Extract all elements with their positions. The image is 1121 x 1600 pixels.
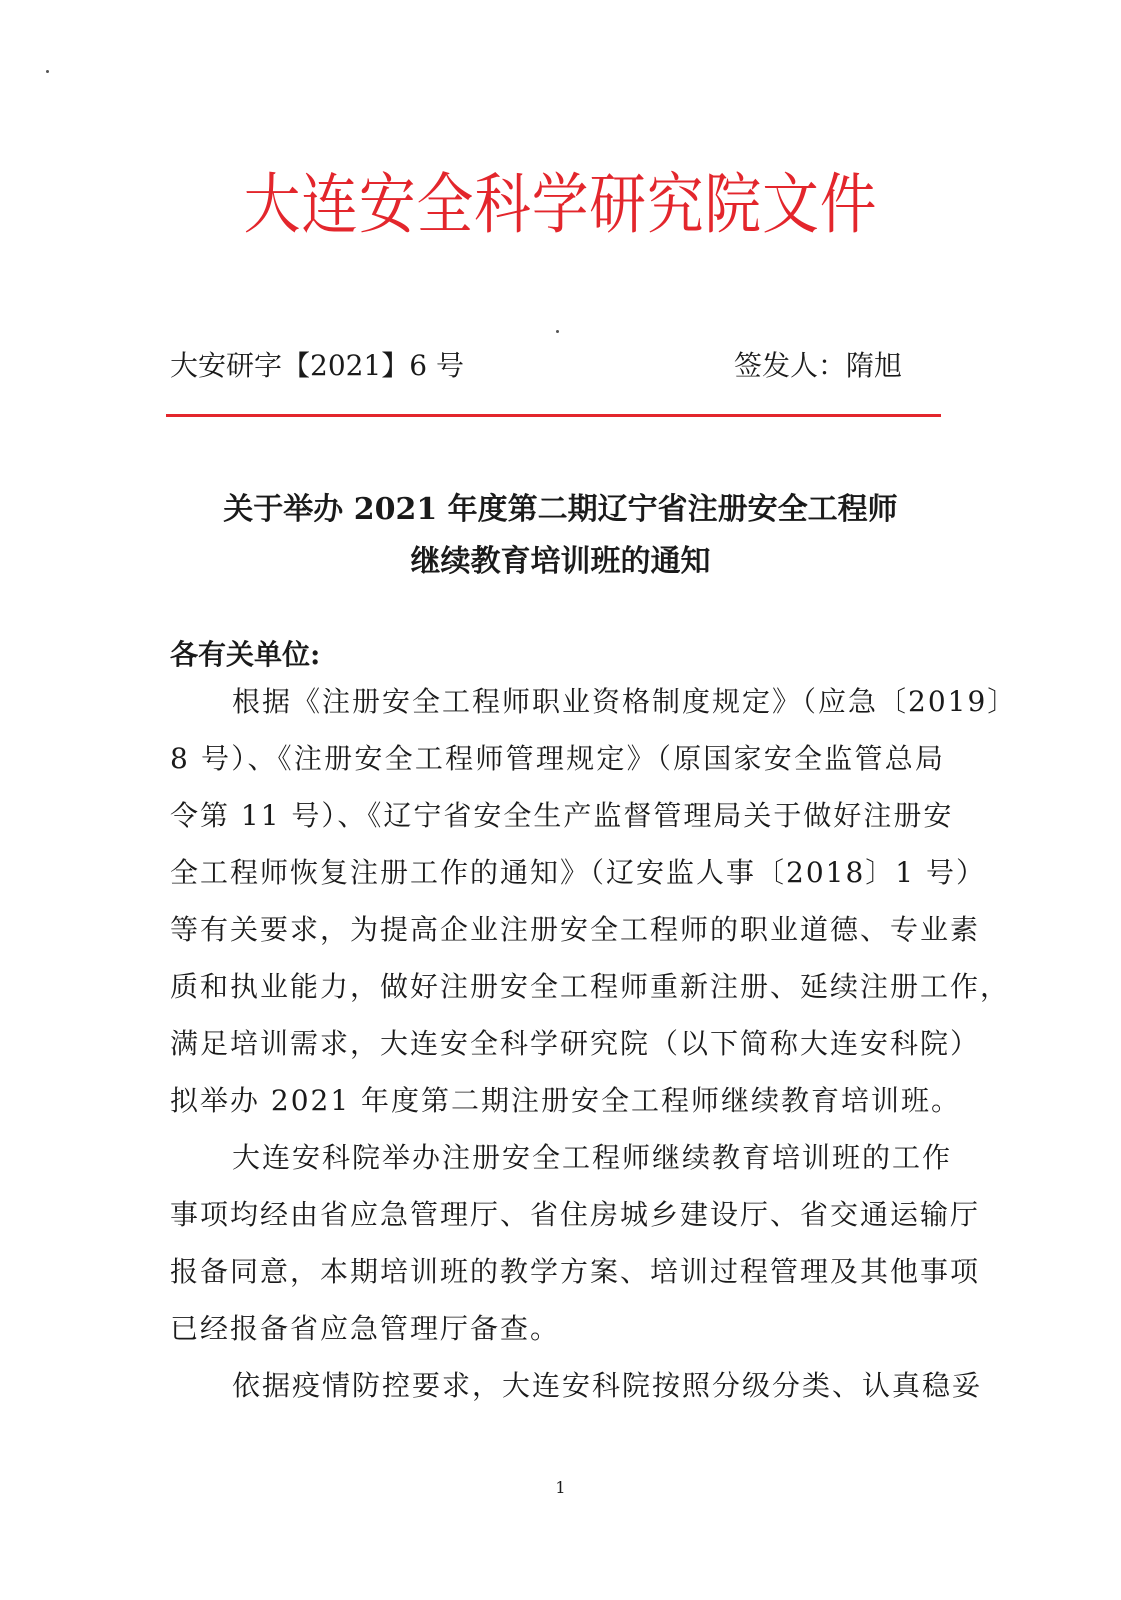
notice-title [0,484,1121,588]
body-line: 全工程师恢复注册工作的通知》（辽安监人事〔2018〕1 号） [170,856,986,889]
body-line: 报备同意，本期培训班的教学方案、培训过程管理及其他事项 [170,1255,981,1288]
body-line: 依据疫情防控要求，大连安科院按照分级分类、认真稳妥 [232,1369,983,1402]
document-meta-row [170,344,922,388]
body-line: 根据《注册安全工程师职业资格制度规定》（应急〔2019〕 [232,685,1018,718]
page-number: 1 [555,1478,566,1497]
notice-title-line: 继续教育培训班的通知 [410,544,711,579]
body-line: 等有关要求，为提高企业注册安全工程师的职业道德、专业素 [170,913,981,946]
notice-title-line: 关于举办 2021 年度第二期辽宁省注册安全工程师 [223,492,898,527]
document-number: 大安研字【2021】6 号 [170,349,464,382]
scan-speck [46,70,49,73]
org-document-header: 大连安全科学研究院文件 [243,166,878,243]
body-line: 大连安科院举办注册安全工程师继续教育培训班的工作 [232,1141,953,1174]
body-line: 满足培训需求，大连安全科学研究院（以下简称大连安科院） [170,1027,981,1060]
body-line: 质和执业能力，做好注册安全工程师重新注册、延续注册工作， [170,970,1011,1003]
red-divider [166,414,941,417]
issuer: 签发人：隋旭 [733,349,902,382]
body-line: 已经报备省应急管理厅备查。 [170,1312,561,1345]
body-line: 令第 11 号）、《辽宁省安全生产监督管理局关于做好注册安 [170,799,954,832]
body-line: 事项均经由省应急管理厅、省住房城乡建设厅、省交通运输厅 [170,1198,981,1231]
body-line: 8 号）、《注册安全工程师管理规定》（原国家安全监管总局 [170,742,945,775]
scan-speck [556,330,559,333]
body-line: 拟举办 2021 年度第二期注册安全工程师继续教育培训班。 [170,1084,962,1117]
salutation: 各有关单位: [170,638,321,671]
